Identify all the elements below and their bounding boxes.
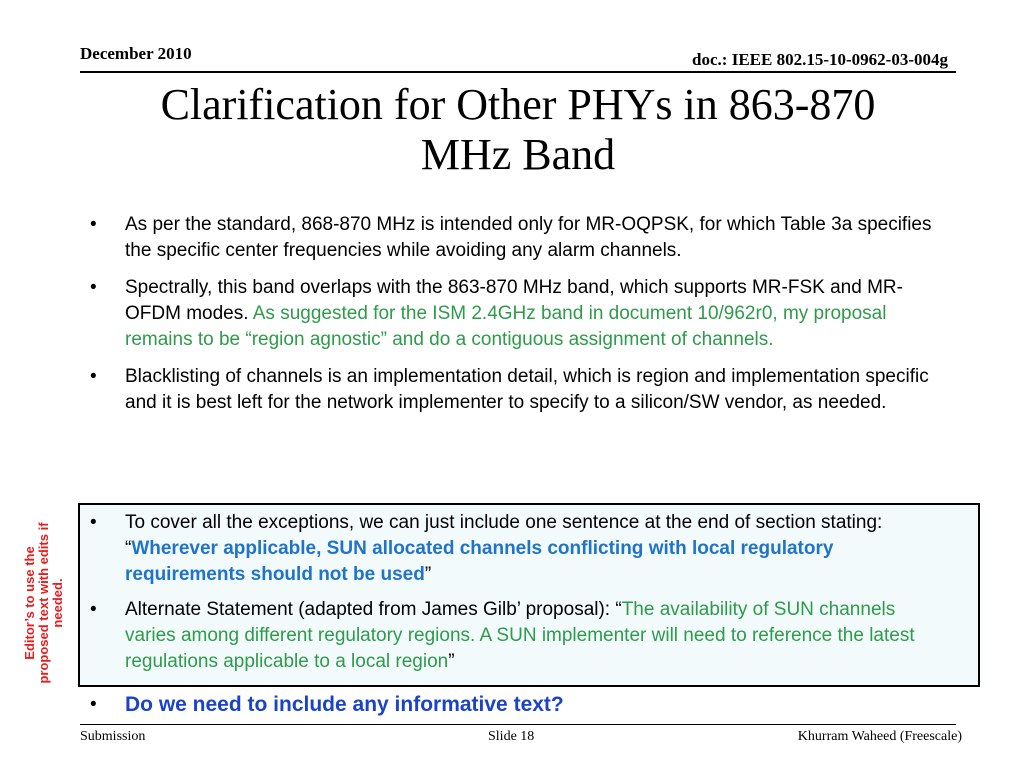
boxed-bullet-list: [90, 510, 940, 684]
boxed-bullet-item: [90, 597, 940, 675]
proposed-sentence: Wherever applicable, SUN allocated channels conflicting with local regulatory requirements should not be used: [125, 538, 834, 585]
bullet-green-text: As suggested for the ISM 2.4GHz band in document 10/962r0, my proposal remains to be “region agnostic” and do a contiguous assignment of channels.: [125, 303, 887, 350]
slide-title-line-1: Clarification for Other PHYs in 863-870: [160, 80, 876, 129]
slide-title-line-2: MHz Band: [420, 130, 616, 179]
bullet-text: Alternate Statement (adapted from James Gilb’ proposal): “: [125, 599, 622, 620]
slide-title: [80, 80, 956, 180]
bullet-text: Blacklisting of channels is an implementation detail, which is region and implementation specific and it is best left for the network implementer to specify to a silicon/SW vendor, as needed.: [125, 366, 929, 413]
footer-divider: [80, 724, 956, 725]
footer-submission: Submission: [80, 729, 146, 744]
question-text: Do we need to include any informative text?: [125, 693, 564, 716]
header-divider: [80, 71, 956, 73]
header-doc-id: doc.: IEEE 802.15-10-0962-03-004g: [692, 50, 948, 69]
alternate-statement: The availability of SUN channels varies among different regulatory regions. A SUN implementer will need to reference the latest regulations applicable to a local region: [125, 599, 915, 672]
question-bullet: [90, 692, 940, 719]
bullet-text: Spectrally, this band overlaps with the 863-870 MHz band, which supports MR-FSK and MR-OFDM modes.: [125, 277, 903, 324]
editor-side-note-text: Editor’s to use the proposed text with edits if needed.: [22, 521, 65, 684]
closing-quote: ”: [424, 564, 432, 585]
bullet-item: [90, 212, 940, 264]
bullet-item: [90, 275, 940, 353]
footer-author: Khurram Waheed (Freescale): [797, 729, 962, 744]
bullet-text: As per the standard, 868-870 MHz is intended only for MR-OQPSK, for which Table 3a specifies the specific center frequencies while avoiding any alarm channels.: [125, 214, 932, 261]
closing-quote: ”: [448, 651, 455, 672]
bullet-item: [90, 364, 940, 416]
editor-side-note: [12, 520, 76, 685]
boxed-bullet-item: [90, 510, 940, 588]
bullet-text: To cover all the exceptions, we can just include one sentence at the end of section stating: “: [125, 512, 883, 559]
footer-slide-number: Slide 18: [488, 729, 535, 744]
header-date: December 2010: [80, 44, 192, 63]
main-bullet-list: [90, 212, 940, 427]
